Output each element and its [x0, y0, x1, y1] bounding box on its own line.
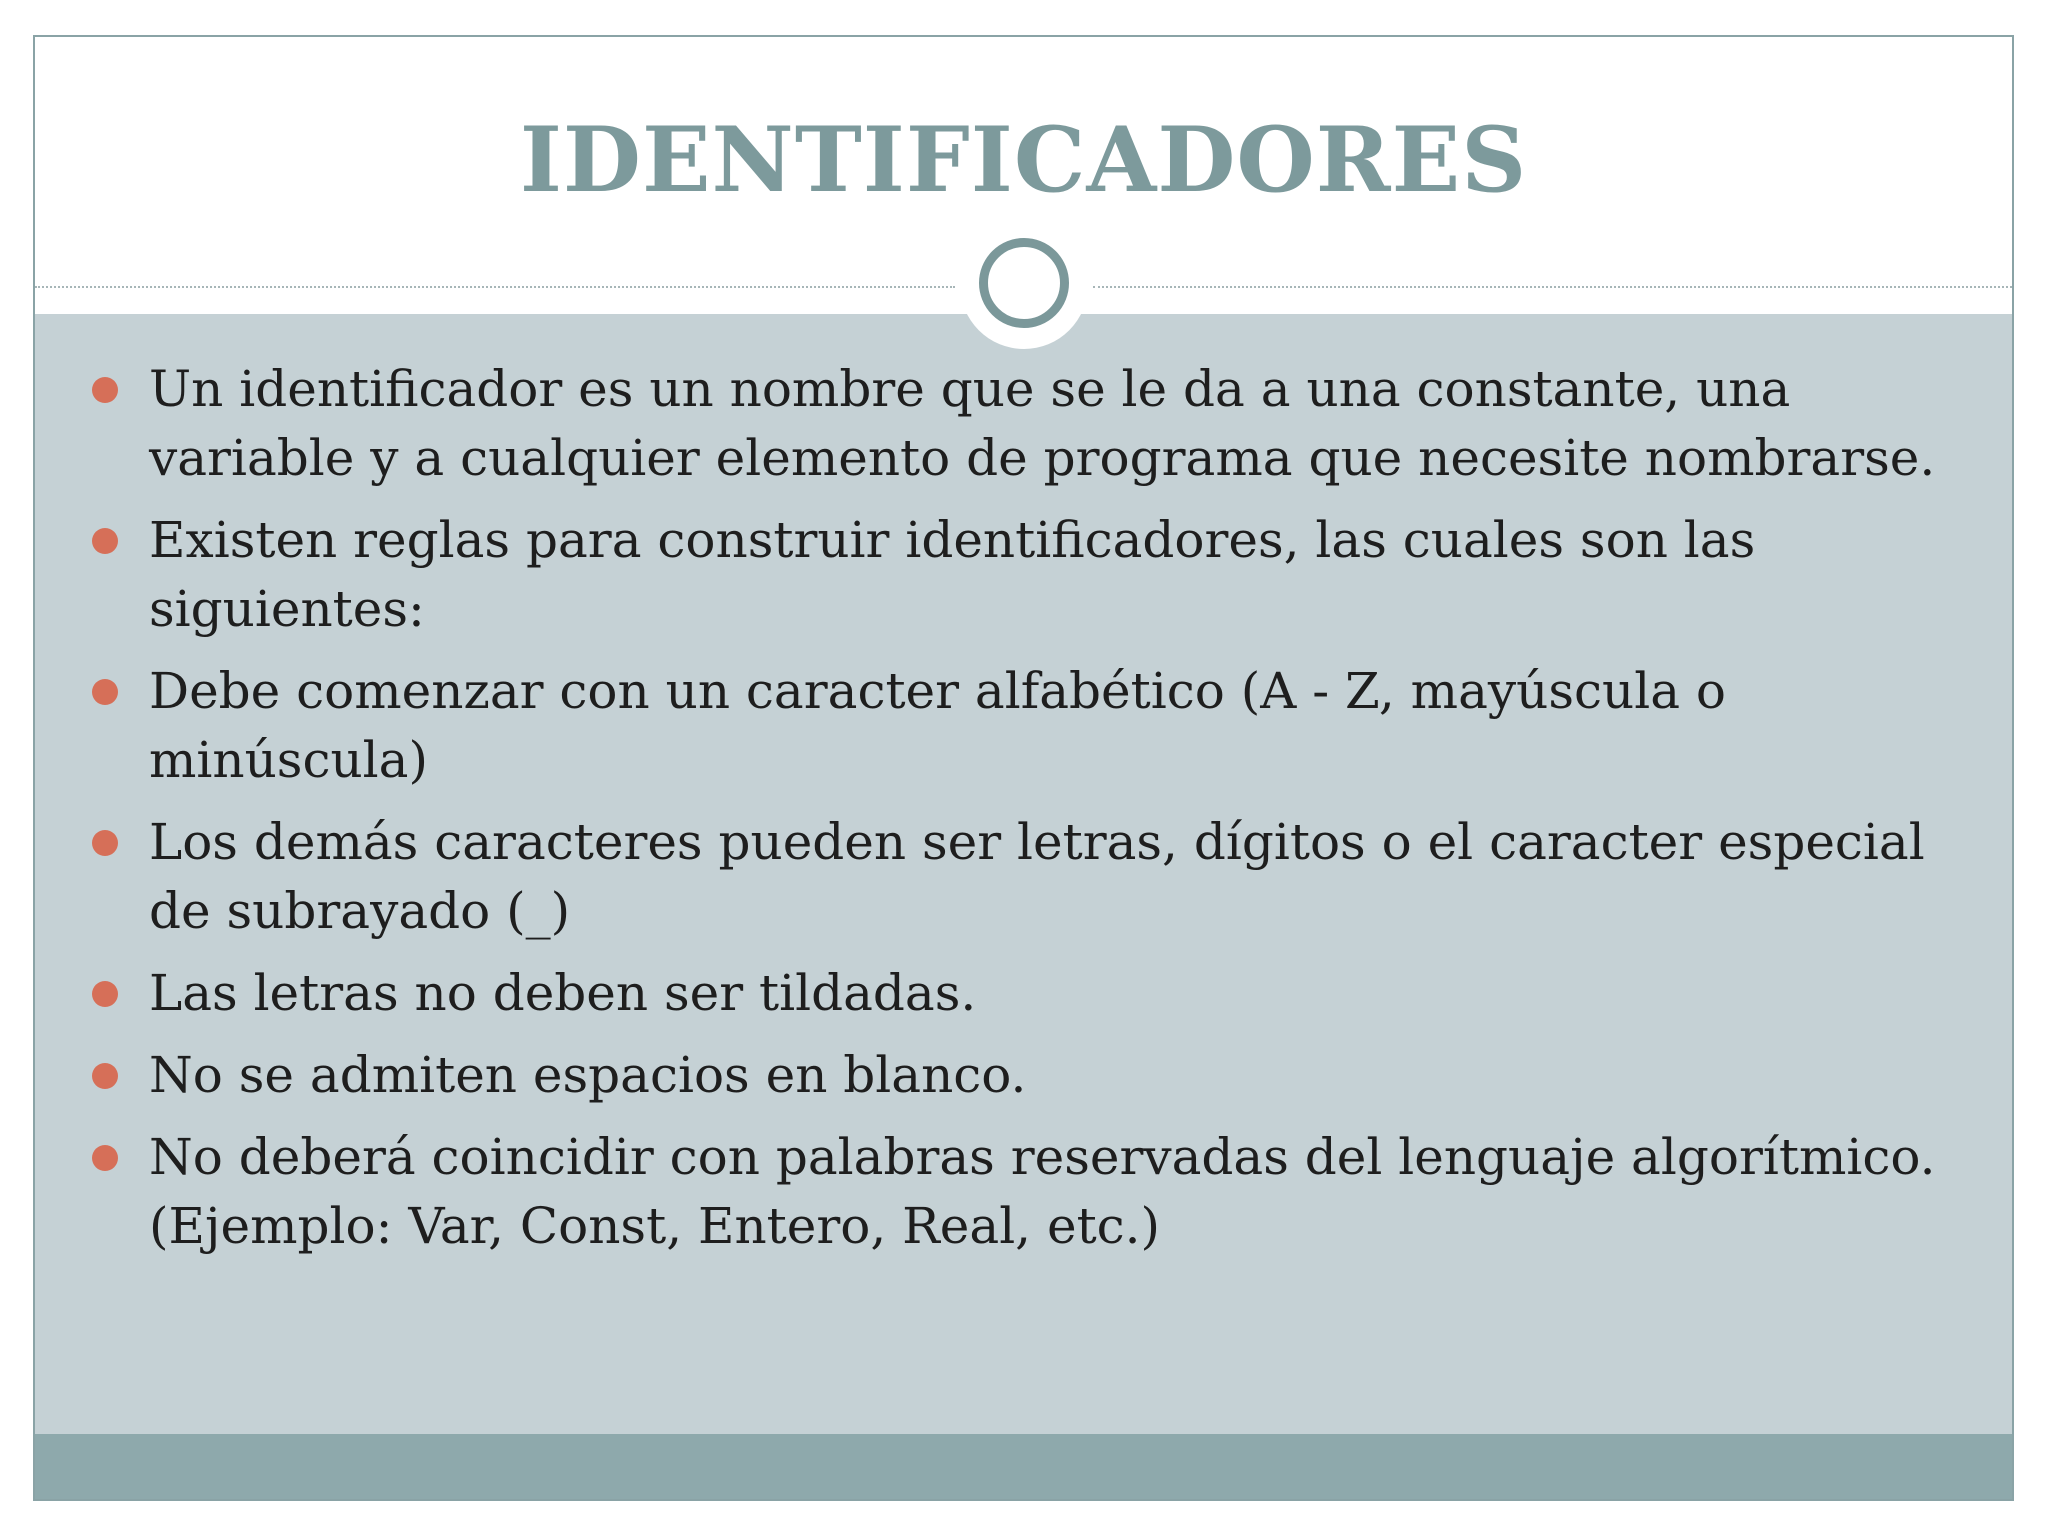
ring-ornament-icon: [979, 238, 1069, 328]
bullet-text: Debe comenzar con un caracter alfabético (A - Z, mayúscula o minúscula): [149, 662, 1727, 789]
footer-band: [35, 1434, 2012, 1501]
bullet-dot-icon: [92, 830, 118, 856]
divider-line-right: [1093, 286, 2014, 288]
bullet-text: Un identificador es un nombre que se le da a una constante, una variable y a cualquier elemento de programa que necesite nombrarse.: [149, 360, 1936, 487]
bullet-item: [35, 959, 2012, 1028]
bullet-text: No se admiten espacios en blanco.: [149, 1046, 1027, 1104]
bullet-list: [35, 355, 2012, 1274]
bullet-dot-icon: [92, 981, 118, 1007]
bullet-text: Las letras no deben ser tildadas.: [149, 964, 977, 1022]
bullet-item: [35, 355, 2012, 493]
bullet-item: [35, 506, 2012, 644]
divider-line-left: [35, 286, 955, 288]
bullet-dot-icon: [92, 528, 118, 554]
bullet-text: Existen reglas para construir identificadores, las cuales son las siguientes:: [149, 511, 1756, 638]
bullet-dot-icon: [92, 1063, 118, 1089]
bullet-dot-icon: [92, 1145, 118, 1171]
bullet-dot-icon: [92, 377, 118, 403]
bullet-dot-icon: [92, 679, 118, 705]
slide: [33, 35, 2014, 1501]
bullet-item: [35, 1041, 2012, 1110]
bullet-text: No deberá coincidir con palabras reservadas del lenguaje algorítmico. (Ejemplo: Var, Const, Entero, Real, etc.): [149, 1128, 1936, 1255]
bullet-item: [35, 1123, 2012, 1261]
bullet-item: [35, 808, 2012, 946]
slide-title: IDENTIFICADORES: [519, 107, 1528, 213]
bullet-text: Los demás caracteres pueden ser letras, dígitos o el caracter especial de subrayado (_): [149, 813, 1925, 940]
bullet-item: [35, 657, 2012, 795]
